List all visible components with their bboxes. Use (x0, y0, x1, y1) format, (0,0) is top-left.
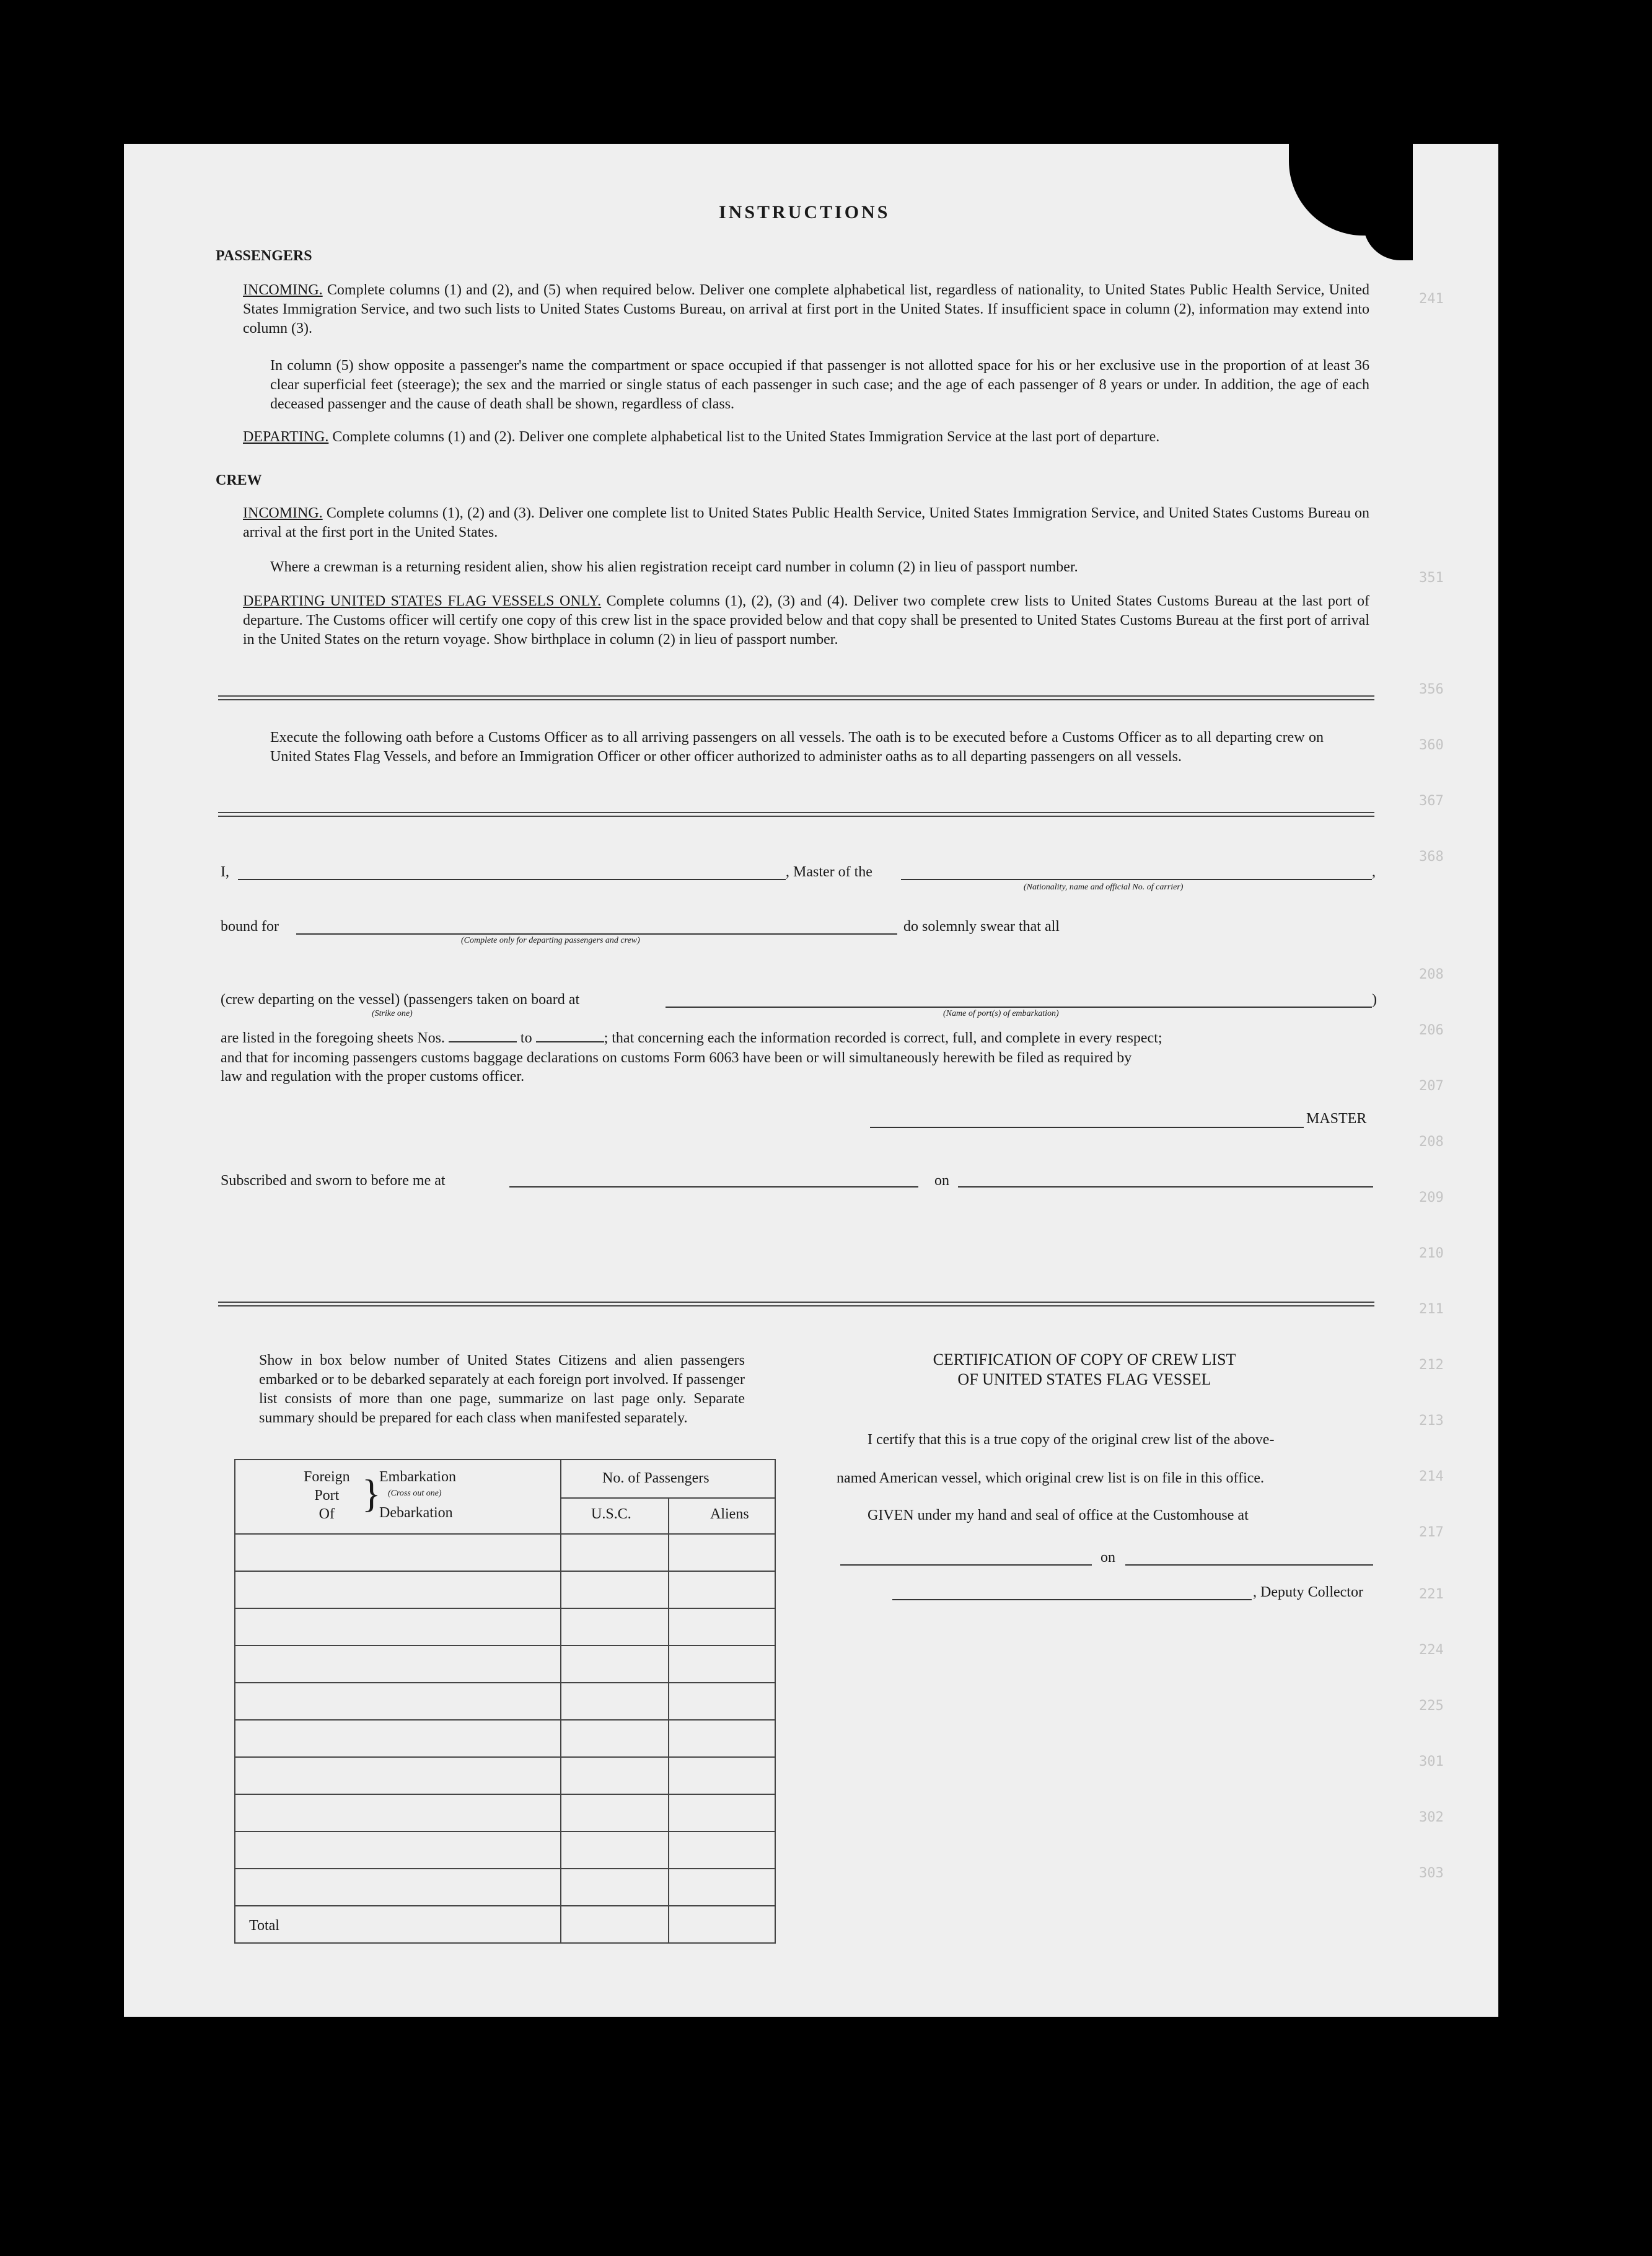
deputy-collector-label: , Deputy Collector (1253, 1584, 1363, 1600)
port-cell[interactable] (235, 1534, 561, 1571)
passengers-heading: PASSENGERS (216, 248, 312, 264)
oath-on: on (934, 1173, 949, 1189)
bleed-through-number: 211 (1419, 1302, 1444, 1317)
departing-caption: (Complete only for departing passengers and crew) (461, 936, 640, 945)
usc-label: U.S.C. (591, 1506, 631, 1522)
aliens-cell[interactable] (669, 1757, 775, 1794)
sheet-to-field[interactable] (536, 1041, 604, 1042)
bleed-through-number: 241 (1419, 291, 1444, 307)
certification-on: on (1101, 1549, 1115, 1566)
subscribed-date-line[interactable] (958, 1186, 1373, 1187)
oath-i-label: I, (221, 864, 229, 880)
usc-cell[interactable] (561, 1571, 669, 1608)
certification-title (806, 1350, 1363, 1390)
bleed-through-number: 214 (1419, 1469, 1444, 1484)
bound-for-line[interactable] (296, 933, 897, 935)
bleed-through-number: 208 (1419, 1134, 1444, 1150)
page-title: INSTRUCTIONS (719, 202, 890, 223)
aliens-cell[interactable] (669, 1534, 775, 1571)
bleed-through-number: 303 (1419, 1866, 1444, 1881)
bleed-through-number: 368 (1419, 849, 1444, 865)
carrier-caption: (Nationality, name and official No. of carrier) (1024, 883, 1184, 892)
given-line: GIVEN under my hand and seal of office at the Customhouse at (868, 1507, 1249, 1523)
certification-date-line[interactable] (1125, 1564, 1373, 1566)
aliens-cell[interactable] (669, 1720, 775, 1757)
oath-bound-for: bound for (221, 919, 279, 935)
bleed-through-number: 224 (1419, 1642, 1444, 1658)
foreign-port-label: Foreign Port Of (304, 1469, 350, 1522)
bleed-through-number: 225 (1419, 1698, 1444, 1714)
crew-incoming-paragraph (243, 504, 1369, 542)
port-cell[interactable] (235, 1794, 561, 1831)
certify-line-2: named American vessel, which original crew list is on file in this office. (837, 1470, 1265, 1486)
certification-title-1: CERTIFICATION OF COPY OF CREW LIST (933, 1351, 1236, 1368)
usc-cell[interactable] (561, 1831, 669, 1869)
aliens-cell[interactable] (669, 1608, 775, 1646)
aliens-cell[interactable] (669, 1831, 775, 1869)
aliens-cell[interactable] (669, 1794, 775, 1831)
crew-departing-label: DEPARTING UNITED STATES FLAG VESSELS ONLY. (243, 593, 602, 609)
aliens-label: Aliens (710, 1506, 749, 1522)
aliens-total-cell[interactable] (669, 1906, 775, 1943)
deputy-signature-line[interactable] (892, 1599, 1252, 1600)
port-cell[interactable] (235, 1571, 561, 1608)
crew-departing-text: Complete columns (1), (2), (3) and (4). Deliver two complete crew lists to United States Customs Bureau at the last port of departure. The Customs officer will certify one copy of this crew list in the space provided below and that copy shall be presented to United States Customs Bureau at the first port of arrival in the United States on the return voyage. Show birthplace in column (2) in lieu of passport number. (243, 593, 1369, 648)
passengers-header-cell (561, 1460, 775, 1534)
summary-instructions: Show in box below number of United States Citizens and alien passengers embarked or to be debarked separately at each foreign port involved. If passenger list consists of more than one page, summarize on last page only. Separate summary should be prepared for each class when manifested separately. (259, 1352, 745, 1426)
passengers-departing-text: Complete columns (1) and (2). Deliver one complete alphabetical list to the United States Immigration Service at the last port of departure. (332, 429, 1160, 445)
brace-icon: } (362, 1471, 381, 1515)
crew-incoming-text: Complete columns (1), (2) and (3). Deliver one complete list to United States Public Health Service, United States Immigration Service, and United States Customs Bureau on arrival at the first port in the United States. (243, 505, 1370, 540)
crew-resident-paragraph: Where a crewman is a returning resident alien, show his alien registration receipt card number in column (2) in lieu of passport number. (270, 559, 1078, 575)
passengers-column5-paragraph: In column (5) show opposite a passenger's name the compartment or space occupied if that passenger is not allotted space for his or her exclusive use in the proportion of at least 36 clear superficial feet (steerage); the sex and the married or single status of each passenger in such case; and the age of each passenger of 8 years or under. In addition, the age of each deceased passenger and the cause of death shall be shown, regardless of class. (270, 358, 1369, 412)
oath-listed-line-3: law and regulation with the proper customs officer. (221, 1069, 525, 1085)
passenger-summary-table (234, 1459, 776, 1944)
crew-incoming-label: INCOMING. (243, 505, 323, 521)
port-cell[interactable] (235, 1720, 561, 1757)
oath-master-of: , Master of the (786, 864, 872, 880)
usc-cell[interactable] (561, 1534, 669, 1571)
oath-subscribed: Subscribed and sworn to before me at (221, 1173, 446, 1189)
no-passengers-label: No. of Passengers (602, 1470, 710, 1486)
bleed-through-number: 367 (1419, 793, 1444, 809)
usc-cell[interactable] (561, 1869, 669, 1906)
usc-cell[interactable] (561, 1794, 669, 1831)
divider (218, 1302, 1374, 1306)
certify-line-1: I certify that this is a true copy of the original crew list of the above- (868, 1432, 1275, 1448)
bleed-through-number: 221 (1419, 1587, 1444, 1602)
oath-crew-departing: (crew departing on the vessel) (passengers taken on board at (221, 992, 580, 1008)
comma: , (1372, 864, 1376, 880)
sheet-from-field[interactable] (449, 1041, 517, 1042)
port-cell[interactable] (235, 1869, 561, 1906)
master-name-line[interactable] (238, 879, 786, 880)
carrier-line[interactable] (901, 879, 1372, 880)
divider (218, 695, 1374, 700)
usc-cell[interactable] (561, 1757, 669, 1794)
customhouse-line[interactable] (840, 1564, 1092, 1566)
bleed-through-number: 206 (1419, 1023, 1444, 1038)
crew-heading: CREW (216, 472, 262, 488)
port-cell[interactable] (235, 1831, 561, 1869)
bleed-through-number: 207 (1419, 1078, 1444, 1094)
port-cell[interactable] (235, 1757, 561, 1794)
total-cell (235, 1906, 561, 1943)
close-paren: ) (1372, 992, 1377, 1008)
listed-text-a: are listed in the foregoing sheets Nos. (221, 1030, 445, 1046)
bleed-through-number: 301 (1419, 1754, 1444, 1769)
strike-one-caption: (Strike one) (372, 1009, 413, 1018)
usc-cell[interactable] (561, 1608, 669, 1646)
bleed-through-number: 209 (1419, 1190, 1444, 1205)
cross-out-caption: (Cross out one) (388, 1489, 442, 1498)
passengers-incoming-text: Complete columns (1) and (2), and (5) when required below. Deliver one complete alphabetical list, regardless of nationality, to United States Public Health Service, United States Immigration Service, and two such lists to United States Customs Bureau, on arrival at first port in the United States. If insufficient space in column (2), information may extend into column (3). (243, 282, 1370, 337)
listed-text-b: ; that concerning each the information recorded is correct, full, and complete in every respect; (604, 1030, 1162, 1046)
oath-listed-line-2: and that for incoming passengers customs baggage declarations on customs Form 6063 have been or will simultaneously herewith be filed as required by (221, 1050, 1132, 1066)
bleed-through-number: 356 (1419, 682, 1444, 697)
passengers-departing-paragraph (243, 428, 1369, 447)
aliens-cell[interactable] (669, 1869, 775, 1906)
port-caption: (Name of port(s) of embarkation) (943, 1009, 1059, 1018)
bleed-through-number: 360 (1419, 738, 1444, 753)
oath-listed-line-1 (221, 1029, 1373, 1048)
subscribed-place-line[interactable] (509, 1186, 918, 1187)
crew-departing-paragraph (243, 592, 1369, 650)
divider (218, 812, 1374, 817)
port-cell[interactable] (235, 1683, 561, 1720)
passengers-incoming-paragraph (243, 281, 1369, 338)
master-label: MASTER (1306, 1111, 1367, 1127)
bleed-through-number: 210 (1419, 1246, 1444, 1261)
bleed-through-number: 213 (1419, 1413, 1444, 1429)
master-signature-line[interactable] (870, 1127, 1304, 1128)
debarkation-label: Debarkation (379, 1505, 453, 1521)
usc-cell[interactable] (561, 1683, 669, 1720)
bleed-through-number: 302 (1419, 1810, 1444, 1825)
bleed-through-number: 351 (1419, 570, 1444, 586)
oath-solemnly: do solemnly swear that all (903, 919, 1060, 935)
embarkation-label: Embarkation (379, 1469, 456, 1485)
usc-total-cell[interactable] (561, 1906, 669, 1943)
oath-intro: Execute the following oath before a Customs Officer as to all arriving passengers on all vessels. The oath is to be executed before a Customs Officer as to all departing crew on United States Flag Vessels, and before an Immigration Officer or other officer authorized to administer oaths as to all departing passengers on all vessels. (270, 729, 1324, 765)
bleed-through-number: 208 (1419, 967, 1444, 982)
usc-cell[interactable] (561, 1646, 669, 1683)
certification-title-2: OF UNITED STATES FLAG VESSEL (957, 1370, 1211, 1388)
bleed-through-number: 212 (1419, 1357, 1444, 1373)
passengers-incoming-label: INCOMING. (243, 282, 323, 298)
port-header-cell (235, 1460, 561, 1534)
aliens-cell[interactable] (669, 1646, 775, 1683)
aliens-cell[interactable] (669, 1571, 775, 1608)
port-cell[interactable] (235, 1646, 561, 1683)
listed-to: to (520, 1030, 532, 1046)
total-label: Total (249, 1918, 279, 1934)
port-cell[interactable] (235, 1608, 561, 1646)
aliens-cell[interactable] (669, 1683, 775, 1720)
bleed-through-number: 217 (1419, 1525, 1444, 1540)
usc-cell[interactable] (561, 1720, 669, 1757)
embarkation-port-line[interactable] (666, 1007, 1372, 1008)
passengers-departing-label: DEPARTING. (243, 429, 329, 445)
